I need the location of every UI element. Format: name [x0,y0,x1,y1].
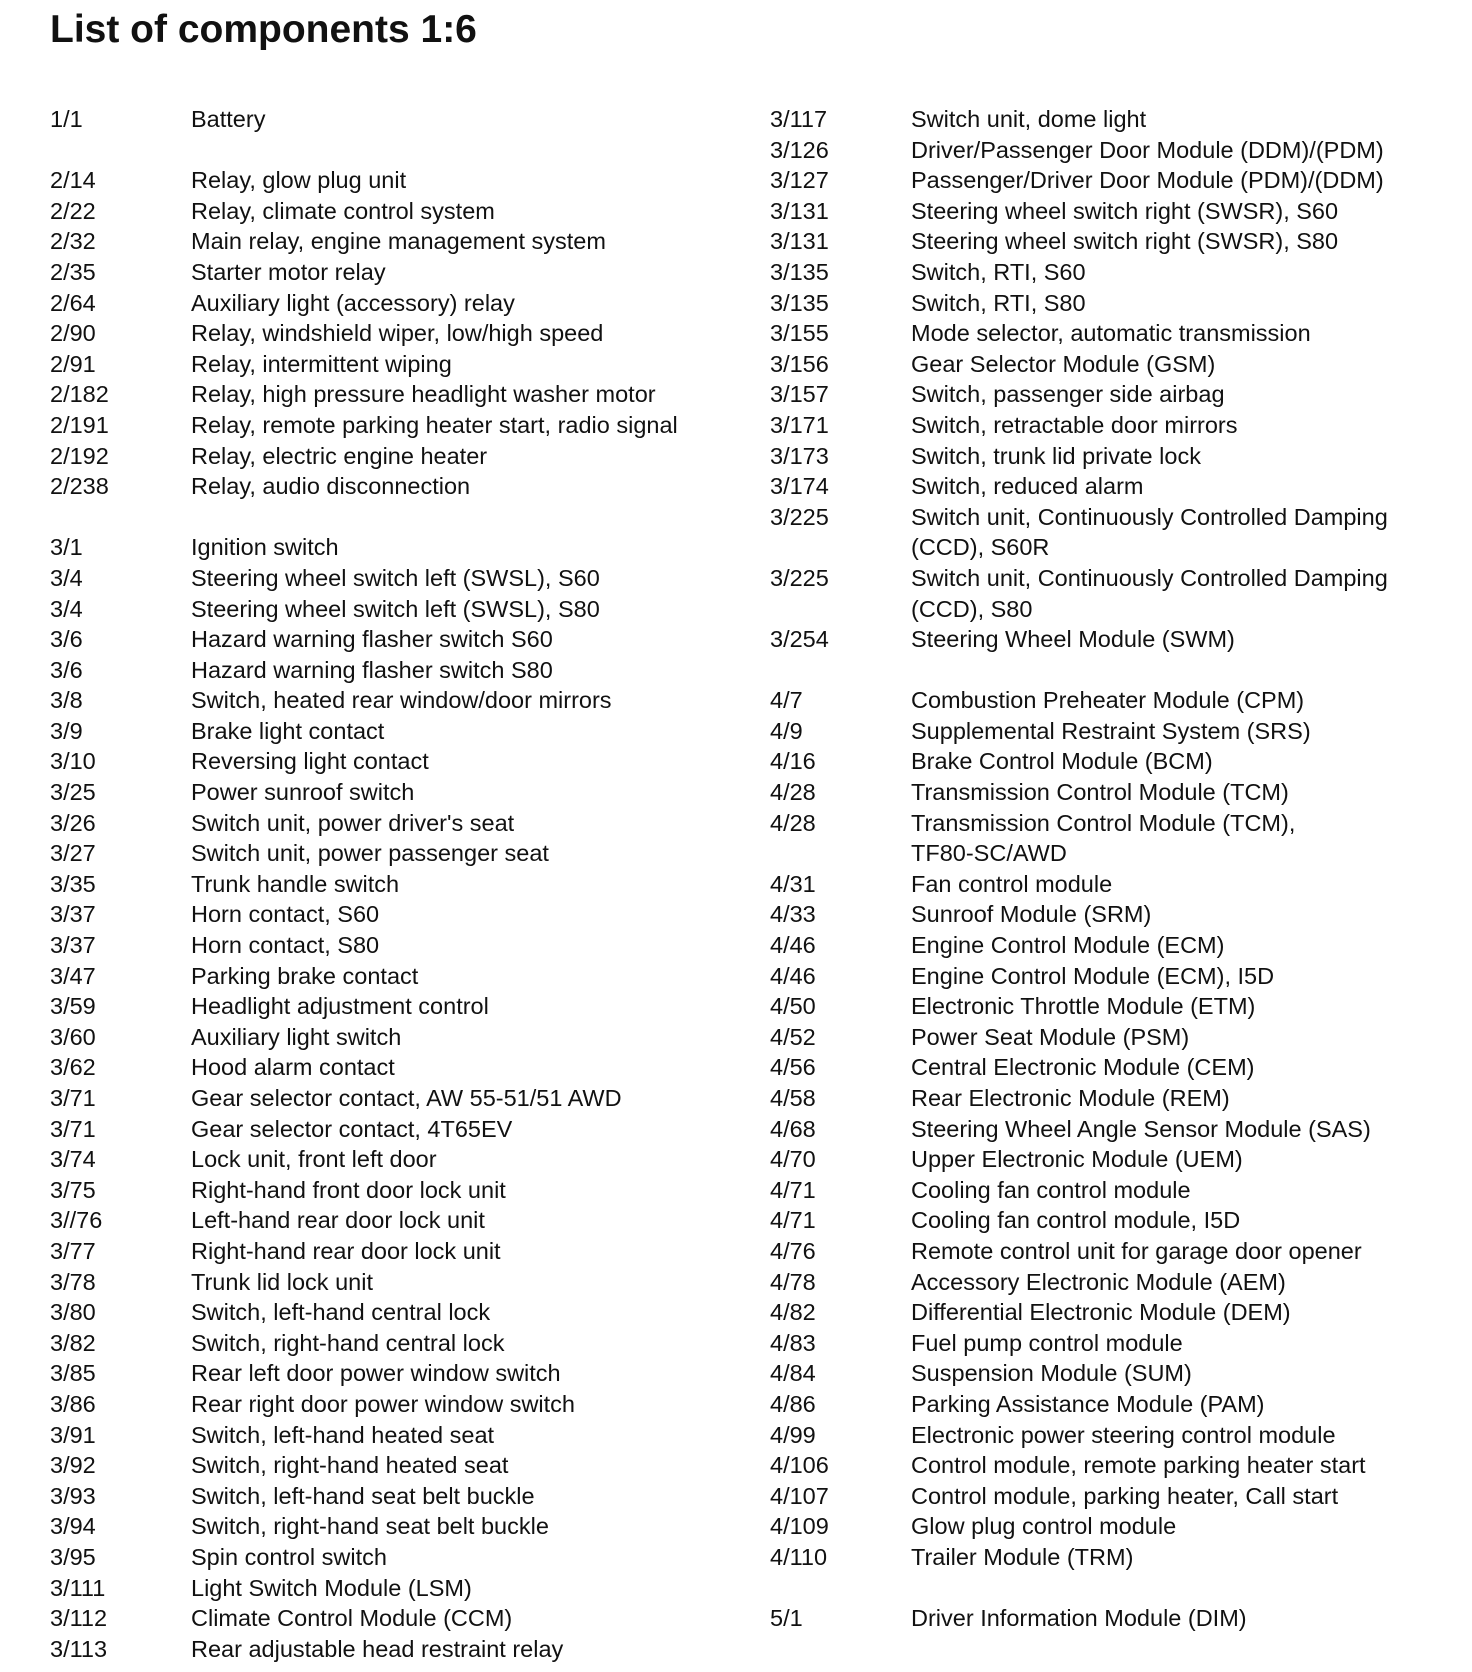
component-description: Steering wheel switch right (SWSR), S80 [911,228,1339,255]
component-number: 3/91 [50,1421,96,1448]
component-row [50,685,740,716]
component-description: Switch, trunk lid private lock [911,442,1201,469]
component-number: 3/95 [50,1543,96,1570]
component-description: Engine Control Module (ECM), I5D [911,962,1275,989]
component-row [770,349,1450,380]
component-number: 3/126 [770,136,829,163]
component-row [50,318,740,349]
component-number: 4/71 [770,1176,816,1203]
component-number: 3/82 [50,1329,96,1356]
component-number: 4/71 [770,1207,816,1234]
component-number: 3/71 [50,1085,96,1111]
component-number: 3/225 [770,564,829,591]
component-number: 3/9 [50,717,83,744]
component-row [770,441,1450,472]
component-description: Switch unit, power passenger seat [191,840,549,867]
component-row [50,930,740,961]
component-number: 3/62 [50,1054,96,1081]
component-row [770,532,1450,563]
component-description: Starter motor relay [191,258,386,285]
component-row [770,226,1450,257]
component-row [770,930,1450,961]
component-number: 4/106 [770,1452,829,1479]
component-description: Control module, parking heater, Call start [911,1482,1339,1509]
component-row [770,1511,1450,1542]
component-description: Trunk lid lock unit [191,1268,373,1295]
component-number: 3/37 [50,932,96,959]
component-number: 2/191 [50,411,109,438]
component-number: 2/32 [50,228,96,255]
component-number: 3/131 [770,228,829,255]
component-description: Trailer Module (TRM) [911,1543,1134,1570]
component-number: 4/50 [770,993,816,1020]
component-description: Right-hand front door lock unit [191,1176,506,1203]
component-description: Brake light contact [191,717,385,744]
component-row [50,1297,740,1328]
component-description: Gear Selector Module (GSM) [911,350,1216,377]
component-row [770,1542,1450,1573]
component-number: 4/109 [770,1513,829,1540]
component-description: Fan control module [911,870,1113,897]
component-description: Headlight adjustment control [191,993,489,1020]
component-number: 3/80 [50,1299,96,1326]
component-number: 2/238 [50,473,109,500]
component-number: 3/59 [50,993,96,1020]
component-row [50,1450,740,1481]
component-description: Auxiliary light switch [191,1023,402,1050]
component-description: Electronic Throttle Module (ETM) [911,993,1256,1020]
component-row [770,624,1450,655]
component-number: 3/92 [50,1452,96,1479]
component-number [770,594,911,625]
component-description: Power Seat Module (PSM) [911,1023,1190,1050]
component-row [770,1389,1450,1420]
component-description: Switch, right-hand heated seat [191,1452,509,1479]
component-row [50,1634,740,1665]
component-number: 3/171 [770,411,829,438]
component-row [770,1328,1450,1359]
component-number: 4/76 [770,1237,816,1264]
component-description: Switch, retractable door mirrors [911,411,1238,438]
component-number: 2/22 [50,197,96,224]
component-number: 4/9 [770,717,803,744]
component-description: Supplemental Restraint System (SRS) [911,717,1311,744]
component-row [770,288,1450,319]
component-description: Rear left door power window switch [191,1360,561,1387]
component-row [770,808,1450,839]
component-row [770,379,1450,410]
component-number: 3/155 [770,320,829,347]
component-row [50,1603,740,1634]
component-number: 3/112 [50,1605,108,1632]
component-description: Hazard warning flasher switch S60 [191,626,553,653]
component-description: Remote control unit for garage door opener [911,1237,1362,1264]
component-row [770,777,1450,808]
component-description: Fuel pump control module [911,1329,1183,1356]
component-row [50,869,740,900]
component-description: Reversing light contact [191,748,429,775]
component-row [50,563,740,594]
component-number: 4/83 [770,1329,816,1356]
component-description: (CCD), S80 [911,595,1033,622]
component-number: 3/1 [50,534,83,561]
component-number: 3/25 [50,779,96,806]
component-row [50,1542,740,1573]
component-description: Hood alarm contact [191,1054,395,1081]
component-description: Steering Wheel Module (SWM) [911,626,1235,653]
component-number: 3/85 [50,1360,96,1387]
component-description: TF80-SC/AWD [911,840,1067,867]
component-row [770,1022,1450,1053]
component-row [50,410,740,441]
component-number: 3/77 [50,1237,96,1264]
component-row [50,349,740,380]
component-number: 4/46 [770,962,816,989]
component-row [50,777,740,808]
component-row [50,746,740,777]
component-description: Switch, RTI, S80 [911,289,1086,316]
component-description: Glow plug control module [911,1513,1177,1540]
component-description: Control module, remote parking heater start [911,1452,1366,1479]
component-description: (CCD), S60R [911,534,1050,561]
component-description: Brake Control Module (BCM) [911,748,1213,775]
component-row [770,838,1450,869]
component-number: 2/90 [50,320,96,347]
component-description: Central Electronic Module (CEM) [911,1054,1255,1081]
component-description: Rear adjustable head restraint relay [191,1635,564,1662]
component-row [770,1358,1450,1389]
component-number: 3/225 [770,503,829,530]
component-description: Switch, reduced alarm [911,473,1144,500]
component-number: 4/52 [770,1023,816,1050]
component-description: Relay, high pressure headlight washer motor [191,381,656,408]
component-row [770,1175,1450,1206]
component-row [50,961,740,992]
component-description: Switch unit, Continuously Controlled Damping [911,564,1388,591]
component-row [770,961,1450,992]
component-number: 4/84 [770,1360,816,1387]
component-number: 4/82 [770,1299,816,1326]
component-description: Engine Control Module (ECM) [911,932,1225,959]
list-spacer [50,135,740,166]
component-number: 2/182 [50,381,109,408]
component-number: 2/64 [50,289,96,316]
component-row [770,991,1450,1022]
component-description: Battery [191,106,266,132]
component-row [50,532,740,563]
component-number: 4/78 [770,1268,816,1295]
component-number: 4/107 [770,1482,829,1509]
component-description: Passenger/Driver Door Module (PDM)/(DDM) [911,167,1384,194]
component-row [770,165,1450,196]
component-row [770,410,1450,441]
component-description: Rear right door power window switch [191,1390,575,1417]
component-number: 3/6 [50,656,83,683]
component-row [50,991,740,1022]
component-description: Switch unit, power driver's seat [191,809,515,836]
component-description: Transmission Control Module (TCM) [911,779,1289,806]
component-row [770,594,1450,625]
component-number: 3//76 [50,1207,103,1234]
component-number: 3/75 [50,1176,96,1203]
component-number: 3/174 [770,473,829,500]
component-description: Relay, climate control system [191,197,495,224]
component-number: 2/14 [50,167,96,194]
component-number: 3/131 [770,197,829,224]
component-description: Combustion Preheater Module (CPM) [911,687,1305,714]
component-row [50,1144,740,1175]
component-number: 3/10 [50,748,96,775]
component-description: Climate Control Module (CCM) [191,1605,513,1632]
component-number: 4/28 [770,809,816,836]
component-row [50,379,740,410]
component-row [50,257,740,288]
component-number: 1/1 [50,106,83,132]
component-description: Mode selector, automatic transmission [911,320,1311,347]
component-number: 4/56 [770,1054,816,1081]
component-row [50,288,740,319]
component-row [50,471,740,502]
component-number: 3/93 [50,1482,96,1509]
component-row [770,716,1450,747]
component-number: 4/46 [770,932,816,959]
component-description: Steering Wheel Angle Sensor Module (SAS) [911,1115,1371,1142]
component-number [770,532,911,563]
component-row [50,1114,740,1145]
component-number: 3/6 [50,626,83,653]
component-number: 3/74 [50,1146,96,1173]
component-description: Auxiliary light (accessory) relay [191,289,515,316]
component-number: 3/117 [770,106,828,132]
component-row [50,1481,740,1512]
component-number: 4/31 [770,870,816,897]
component-description: Rear Electronic Module (REM) [911,1085,1230,1111]
component-row [50,441,740,472]
component-description: Relay, windshield wiper, low/high speed [191,320,604,347]
component-number: 3/71 [50,1115,96,1142]
component-number: 5/1 [770,1605,803,1632]
component-row [50,1511,740,1542]
component-description: Suspension Module (SUM) [911,1360,1192,1387]
component-description: Steering wheel switch right (SWSR), S60 [911,197,1339,224]
component-number: 3/127 [770,167,829,194]
component-number: 3/37 [50,901,96,928]
component-number: 2/91 [50,350,96,377]
component-row [50,1175,740,1206]
component-number: 3/254 [770,626,829,653]
component-row [50,899,740,930]
component-number: 3/8 [50,687,83,714]
component-row [770,746,1450,777]
component-description: Switch, left-hand heated seat [191,1421,495,1448]
page-title: List of components 1:6 [50,8,477,51]
component-description: Parking brake contact [191,962,419,989]
component-row [770,196,1450,227]
component-description: Relay, audio disconnection [191,473,471,500]
component-row [770,1450,1450,1481]
component-row [770,135,1450,166]
component-row [770,1114,1450,1145]
component-number: 3/35 [50,870,96,897]
component-description: Lock unit, front left door [191,1146,437,1173]
component-row [50,104,740,135]
component-number: 3/78 [50,1268,96,1295]
component-number: 4/33 [770,901,816,928]
component-number: 3/86 [50,1390,96,1417]
component-number: 4/86 [770,1390,816,1417]
component-number [770,838,911,869]
component-row [770,1083,1450,1114]
component-number: 3/4 [50,595,83,622]
component-description: Relay, remote parking heater start, radio signal [191,411,678,438]
component-row [770,257,1450,288]
component-row [50,1052,740,1083]
component-row [50,165,740,196]
component-number: 4/28 [770,779,816,806]
component-row [50,226,740,257]
component-row [770,1420,1450,1451]
component-row [50,624,740,655]
component-number: 3/111 [50,1574,106,1601]
component-row [50,716,740,747]
component-row [50,808,740,839]
component-row [50,196,740,227]
component-description: Hazard warning flasher switch S80 [191,656,553,683]
component-row [770,1603,1450,1634]
component-description: Electronic power steering control module [911,1421,1336,1448]
component-description: Main relay, engine management system [191,228,606,255]
component-description: Driver/Passenger Door Module (DDM)/(PDM) [911,136,1384,163]
component-description: Horn contact, S60 [191,901,380,928]
component-description: Parking Assistance Module (PAM) [911,1390,1265,1417]
component-row [770,1236,1450,1267]
component-description: Accessory Electronic Module (AEM) [911,1268,1286,1295]
component-row [770,1052,1450,1083]
component-number: 3/4 [50,564,83,591]
component-description: Light Switch Module (LSM) [191,1574,472,1601]
component-description: Cooling fan control module, I5D [911,1207,1241,1234]
component-row [50,1389,740,1420]
component-row [50,594,740,625]
component-description: Power sunroof switch [191,779,415,806]
component-number: 3/135 [770,258,829,285]
component-number: 3/135 [770,289,829,316]
component-description: Gear selector contact, AW 55-51/51 AWD [191,1085,622,1111]
component-description: Trunk handle switch [191,870,400,897]
component-description: Steering wheel switch left (SWSL), S60 [191,564,600,591]
component-description: Right-hand rear door lock unit [191,1237,501,1264]
component-row [770,1297,1450,1328]
component-number: 3/156 [770,350,829,377]
component-description: Gear selector contact, 4T65EV [191,1115,513,1142]
component-number: 4/68 [770,1115,816,1142]
component-row [50,1267,740,1298]
component-row [770,869,1450,900]
component-description: Switch, right-hand seat belt buckle [191,1513,549,1540]
component-number: 4/99 [770,1421,816,1448]
component-row [770,685,1450,716]
component-description: Switch, RTI, S60 [911,258,1086,285]
component-number: 3/47 [50,962,96,989]
component-row [770,104,1450,135]
component-number: 4/70 [770,1146,816,1173]
component-row [770,471,1450,502]
component-row [50,1236,740,1267]
component-row [50,655,740,686]
component-row [770,1481,1450,1512]
component-description: Differential Electronic Module (DEM) [911,1299,1291,1326]
component-description: Ignition switch [191,534,339,561]
component-description: Left-hand rear door lock unit [191,1207,485,1234]
component-row [770,563,1450,594]
component-row [50,1358,740,1389]
component-number: 3/27 [50,840,96,867]
component-row [770,1144,1450,1175]
list-spacer [770,1573,1450,1604]
component-description: Sunroof Module (SRM) [911,901,1152,928]
component-number: 4/110 [770,1543,828,1570]
component-description: Switch, passenger side airbag [911,381,1225,408]
component-row [770,1205,1450,1236]
component-number: 2/192 [50,442,109,469]
component-row [770,1267,1450,1298]
list-spacer [50,502,740,533]
component-number: 3/26 [50,809,96,836]
component-row [770,899,1450,930]
component-row [50,1573,740,1604]
component-description: Switch, left-hand seat belt buckle [191,1482,535,1509]
component-number: 4/58 [770,1085,816,1111]
component-number: 4/16 [770,748,816,775]
component-number: 3/157 [770,381,829,408]
component-row [50,1022,740,1053]
component-row [770,318,1450,349]
component-description: Relay, electric engine heater [191,442,488,469]
component-description: Spin control switch [191,1543,387,1570]
component-row [770,502,1450,533]
component-description: Switch, left-hand central lock [191,1299,491,1326]
list-spacer [770,655,1450,686]
component-number: 4/7 [770,687,803,714]
component-row [50,838,740,869]
component-number: 2/35 [50,258,96,285]
component-description: Switch unit, dome light [911,106,1147,132]
components-column-left [50,104,740,1664]
component-description: Relay, intermittent wiping [191,350,452,377]
component-description: Driver Information Module (DIM) [911,1605,1247,1632]
component-description: Transmission Control Module (TCM), [911,809,1296,836]
component-description: Upper Electronic Module (UEM) [911,1146,1243,1173]
component-row [50,1328,740,1359]
component-number: 3/60 [50,1023,96,1050]
component-number: 3/173 [770,442,829,469]
component-number: 3/113 [50,1635,108,1662]
component-description: Steering wheel switch left (SWSL), S80 [191,595,600,622]
component-row [50,1420,740,1451]
component-row [50,1083,740,1114]
component-description: Horn contact, S80 [191,932,380,959]
component-description: Cooling fan control module [911,1176,1191,1203]
component-description: Switch, right-hand central lock [191,1329,505,1356]
component-row [50,1205,740,1236]
component-description: Switch unit, Continuously Controlled Damping [911,503,1388,530]
component-number: 3/94 [50,1513,96,1540]
component-description: Relay, glow plug unit [191,167,407,194]
component-description: Switch, heated rear window/door mirrors [191,687,612,714]
components-column-right [770,104,1450,1634]
